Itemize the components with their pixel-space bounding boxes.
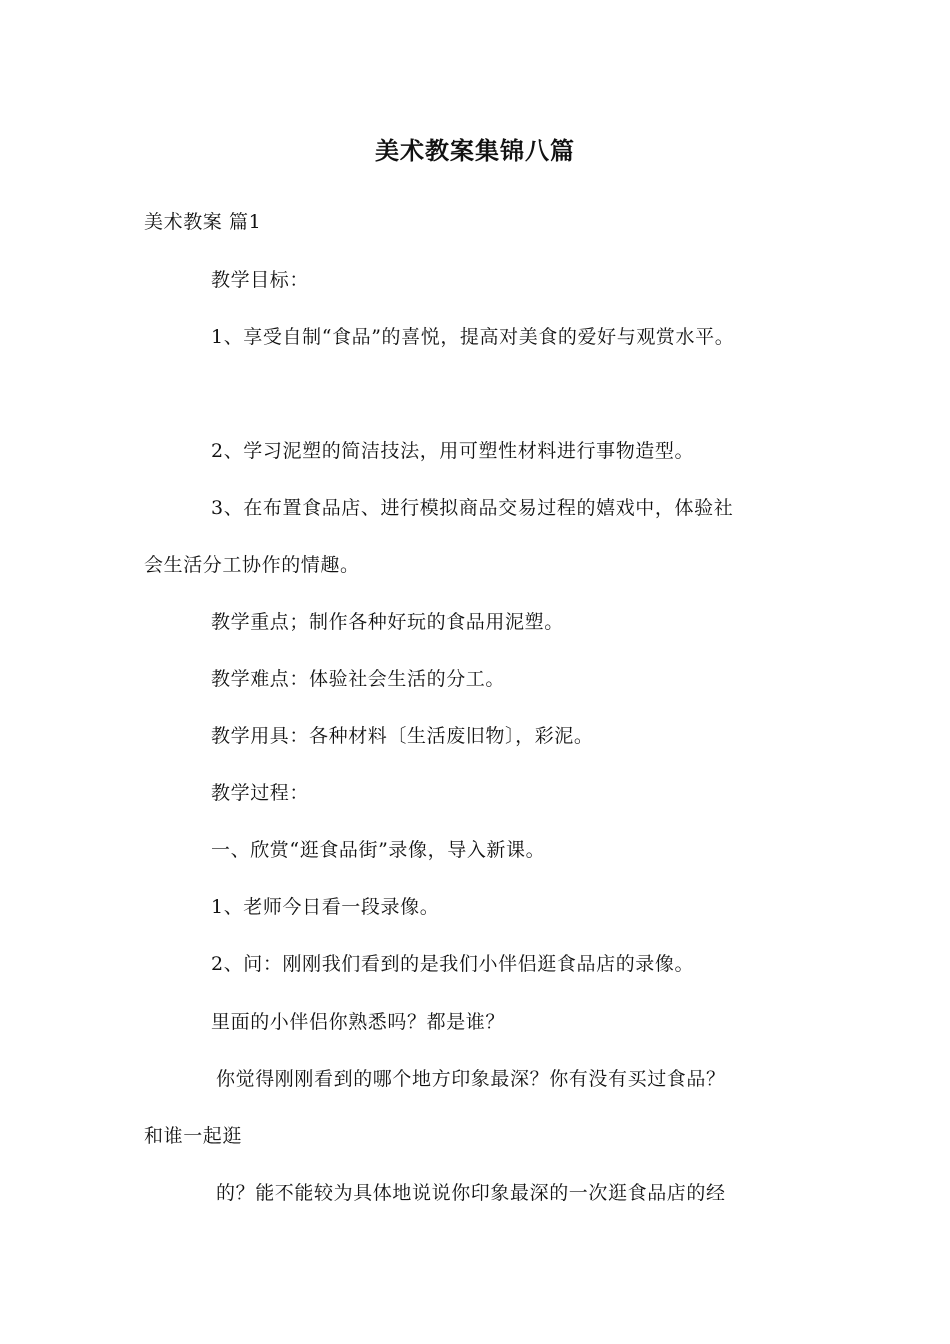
paragraph-line: 会生活分工协作的情趣。 [144,554,360,576]
paragraph-line: 教学重点；制作各种好玩的食品用泥塑。 [211,611,564,633]
paragraph-line: 2、学习泥塑的简洁技法，用可塑性材料进行事物造型。 [211,440,695,462]
paragraph-line: 的？能不能较为具体地说说你印象最深的一次逛食品店的经 [216,1182,726,1204]
paragraph-line: 教学过程： [211,782,310,804]
paragraph-line: 和谁一起逛 [144,1125,243,1147]
section-heading: 美术教案 篇1 [144,211,262,233]
paragraph-line: 里面的小伴侣你熟悉吗？都是谁？ [211,1011,506,1033]
paragraph-line: 你觉得刚刚看到的哪个地方印象最深？你有没有买过食品？ [216,1068,726,1090]
document-title: 美术教案集锦八篇 [375,136,575,165]
paragraph-line: 教学用具：各种材料〔生活废旧物〕，彩泥。 [211,725,594,747]
paragraph-line: 3、在布置食品店、进行模拟商品交易过程的嬉戏中，体验社 [211,497,734,519]
paragraph-line: 2、问：刚刚我们看到的是我们小伴侣逛食品店的录像。 [211,953,695,975]
paragraph-line: 1、享受自制“食品”的喜悦，提高对美食的爱好与观赏水平。 [211,326,735,348]
paragraph-line: 教学难点：体验社会生活的分工。 [211,668,506,690]
paragraph-line: 教学目标： [211,269,310,291]
paragraph-line: 一、欣赏“逛食品街”录像，导入新课。 [211,839,546,861]
paragraph-line: 1、老师今日看一段录像。 [211,896,440,918]
